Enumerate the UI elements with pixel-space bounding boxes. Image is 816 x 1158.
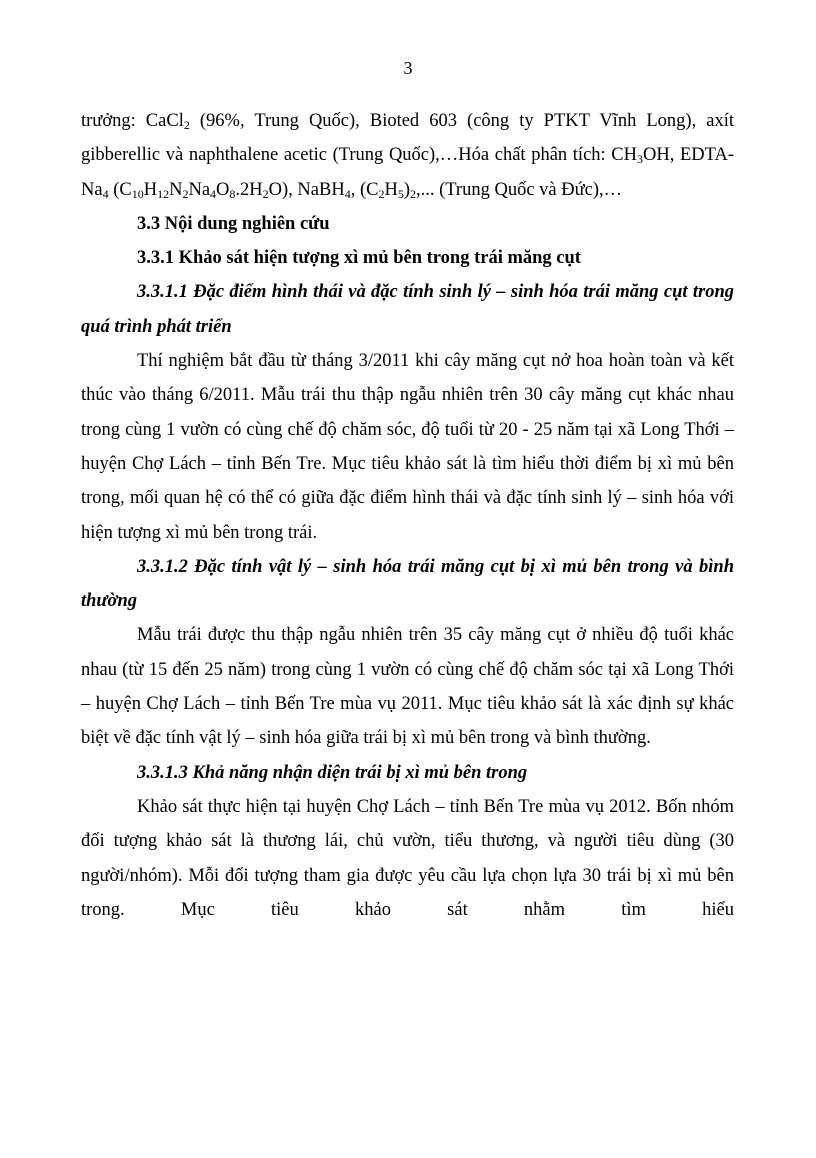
text-run: (96%, Trung Quốc), Bioted 603 (công ty PTKT Vĩnh Long), axít gibberellic và naphthalene acetic (Trung Quốc),…Hóa chất phân tích: CH [81, 111, 735, 166]
subscript: 2 [378, 186, 385, 201]
subsection-heading-3-3-1-2: 3.3.1.2 Đặc tính vật lý – sinh hóa trái măng cụt bị xì mủ bên trong và bình thường [81, 556, 734, 612]
subsection-heading-3-3-1-1: 3.3.1.1 Đặc điểm hình thái và đặc tính sinh lý – sinh hóa trái măng cụt trong quá trình phát triển [81, 282, 734, 337]
paragraph-3-3-1-1: Thí nghiệm bắt đầu từ tháng 3/2011 khi cây măng cụt nở hoa hoàn toàn và kết thúc vào tháng 6/2011. Mẫu trái thu thập ngẫu nhiên trên 30 cây măng cụt khác nhau trong cùng 1 vườn có cùng chế độ chăm sóc, độ tuổi từ 20 - 25 năm tại xã Long Thới – huyện Chợ Lách – tỉnh Bến Tre. Mục tiêu khảo sát là tìm hiểu thời điểm bị xì mủ bên trong, mối quan hệ có thể có giữa đặc điểm hình thái và đặc tính sinh lý – sinh hóa với hiện tượng xì mủ bên trong trái. [81, 351, 734, 543]
text-run: ,... (Trung Quốc và Đức),… [416, 179, 623, 200]
section-heading-3-3: 3.3 Nội dung nghiên cứu [137, 213, 330, 234]
text-run: ) [403, 179, 410, 200]
subscript: 3 [637, 152, 643, 167]
text-run: O), NaBH [268, 179, 345, 200]
subscript: 4 [102, 186, 109, 201]
page-number: 3 [403, 58, 413, 78]
text-run: (C [108, 179, 132, 200]
text-run: , (C [350, 179, 379, 200]
text-run: H [143, 179, 158, 200]
page-body [81, 104, 734, 927]
subscript: 12 [157, 186, 170, 201]
text-run: .2H [235, 179, 263, 200]
materials-paragraph [81, 104, 734, 207]
paragraph-3-3-1-3: Khảo sát thực hiện tại huyện Chợ Lách – tỉnh Bến Tre mùa vụ 2012. Bốn nhóm đối tượng khảo sát là thương lái, chủ vườn, tiểu thương, và người tiêu dùng (30 người/nhóm). Mỗi đối tượng tham gia được yêu cầu lựa chọn lựa 30 trái bị xì mủ bên trong. Mục tiêu khảo sát nhằm tìm hiểu [81, 796, 734, 920]
text-run: H [384, 179, 398, 200]
subscript: 2 [182, 186, 189, 201]
subscript: 4 [344, 186, 351, 201]
subscript: 8 [229, 186, 236, 201]
subscript: 2 [262, 186, 269, 201]
subscript: 4 [210, 186, 217, 201]
subscript: 10 [131, 186, 144, 201]
text-run: N [169, 179, 183, 200]
paragraph-3-3-1-2: Mẫu trái được thu thập ngẫu nhiên trên 35 cây măng cụt ở nhiều độ tuổi khác nhau (từ 15 đến 25 năm) trong cùng 1 vườn có cùng chế độ chăm sóc tại xã Long Thới – huyện Chợ Lách – tỉnh Bến Tre mùa vụ 2011. Mục tiêu khảo sát là xác định sự khác biệt về đặc tính vật lý – sinh hóa giữa trái bị xì mủ bên trong và bình thường. [81, 625, 734, 749]
section-heading-3-3-1: 3.3.1 Khảo sát hiện tượng xì mủ bên trong trái măng cụt [137, 248, 581, 269]
text-run: OH, EDTA-Na [81, 145, 734, 200]
text-run: trưởng: CaCl [81, 111, 184, 131]
text-run: O [216, 179, 230, 200]
subscript: 2 [410, 186, 416, 201]
subsection-heading-3-3-1-3: 3.3.1.3 Khả năng nhận diện trái bị xì mủ bên trong [137, 762, 528, 783]
text-run: Na [188, 179, 211, 200]
subscript: 5 [397, 186, 404, 201]
subscript: 2 [183, 118, 190, 132]
